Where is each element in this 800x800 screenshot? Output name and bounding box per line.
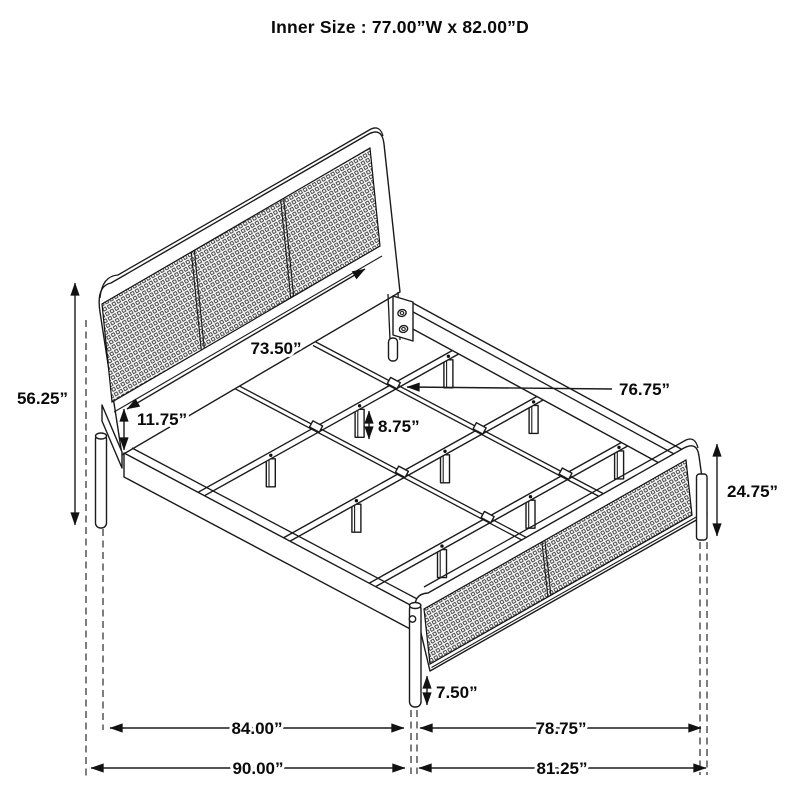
support-leg	[529, 405, 538, 433]
dim-label-side-rail-height: 11.75”	[137, 410, 188, 429]
support-leg	[438, 550, 447, 578]
footboard-mesh-panel	[424, 460, 692, 664]
dim-leader-support-rail-length	[407, 387, 612, 389]
support-leg	[355, 409, 364, 437]
support-leg	[352, 504, 361, 532]
cross-rail-2	[273, 389, 550, 551]
headboard-right-leg	[389, 338, 398, 361]
dim-label-headboard-height: 56.25”	[16, 389, 68, 408]
dim-label-footboard-height: 24.75”	[727, 482, 779, 501]
support-leg	[266, 459, 275, 487]
dim-label-support-leg-height: 8.75”	[378, 417, 420, 436]
dim-label-headboard-inner-width: 73.50”	[250, 339, 302, 358]
footboard-right-post	[697, 474, 708, 540]
support-leg	[444, 360, 453, 388]
headboard-bracket	[393, 296, 413, 341]
support-leg	[441, 455, 450, 483]
headboard-left-leg	[96, 433, 107, 528]
dim-label-footboard-clearance: 7.50”	[436, 683, 478, 702]
dim-label-footboard-width-overall: 81.25”	[536, 759, 588, 778]
footboard-left-leg	[409, 603, 421, 708]
support-leg	[526, 500, 535, 528]
dim-label-support-rail-length: 76.75”	[619, 380, 671, 399]
dim-label-frame-depth-overall: 90.00”	[232, 759, 284, 778]
dim-label-frame-depth-inner: 84.00”	[231, 719, 283, 738]
dim-label-footboard-width-inner: 78.75”	[535, 719, 587, 738]
diagram-title: Inner Size : 77.00”W x 82.00”D	[271, 17, 529, 37]
support-leg	[615, 451, 624, 479]
